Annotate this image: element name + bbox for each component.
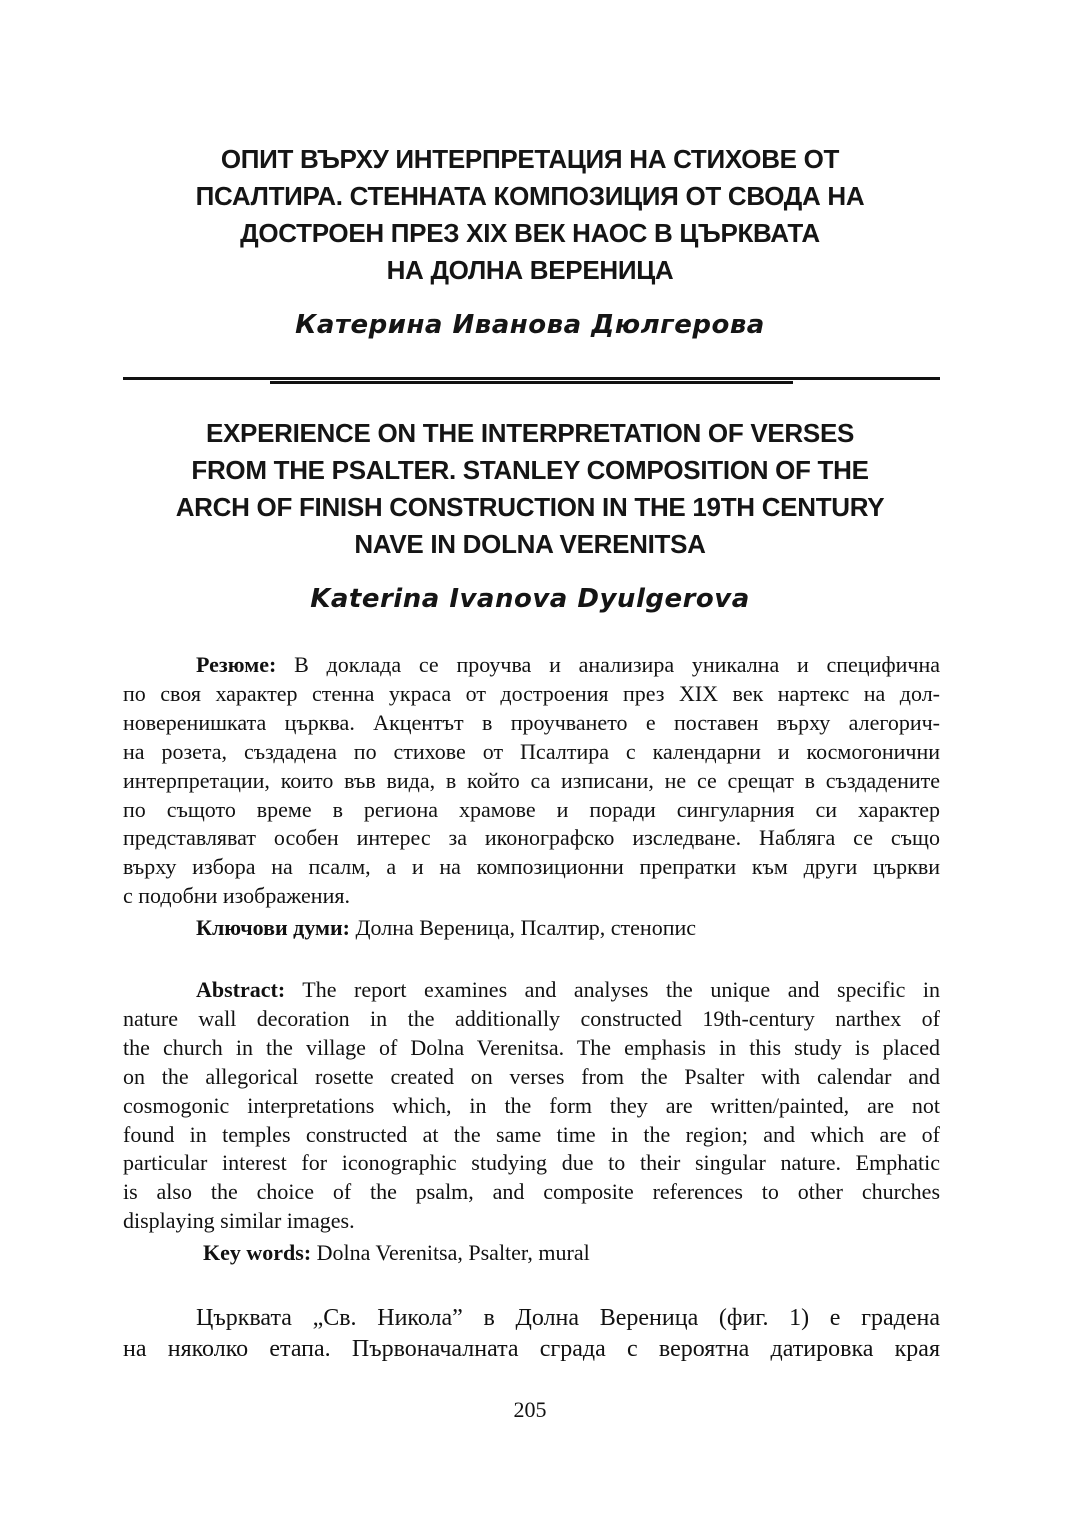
text-line: върху избора на псалм, а и на композиционни препратки към други църкви [123, 854, 940, 880]
text-line: is also the choice of the psalm, and composite references to other churches [123, 1179, 940, 1205]
text-line: Ключови думи: Долна Вереница, Псалтир, стенопис [196, 915, 697, 940]
text-line: новеренишката църква. Акцентът в проучването е поставен върху алегорич- [123, 709, 940, 735]
title-line: НА ДОЛНА ВЕРЕНИЦА [386, 255, 674, 285]
text-line: интерпретации, които във вида, в който са изписани, не се срещат в създадените [123, 767, 940, 793]
text-line: Резюме: В доклада се проучва и анализира уникална и специфична [196, 652, 940, 677]
text-line: представляват особен интерес за иконографско изследване. Набляга се също [123, 825, 940, 851]
title-line: EXPERIENCE ON THE INTERPRETATION OF VERSES [205, 418, 855, 448]
body-paragraph [123, 1303, 940, 1365]
text-line: on the allegorical rosette created on verses from the Psalter with calendar and [123, 1063, 940, 1089]
resume-paragraph [123, 651, 940, 911]
keywords-english [123, 1239, 940, 1268]
text-line: по същото време в региона храмове и поради сингуларния си характер [123, 796, 940, 822]
text-line: на розета, създадена по стихове от Псалтира с календарни и космогонични [123, 738, 940, 764]
keywords-bulgarian [123, 914, 940, 943]
bulgarian-title [110, 141, 950, 289]
abstract-label: Abstract: [196, 977, 286, 1002]
text-line: found in temples constructed at the same time in the region; and which are of [123, 1121, 940, 1147]
english-title [110, 415, 950, 563]
text-line: cosmogonic interpretations which, in the form they are written/painted, are not [123, 1092, 940, 1118]
text-line: nature wall decoration in the additionally constructed 19th-century narthex of [123, 1005, 940, 1031]
title-line: ARCH OF FINISH CONSTRUCTION IN THE 19TH CENTURY [175, 492, 885, 522]
title-line: FROM THE PSALTER. STANLEY COMPOSITION OF THE [191, 455, 869, 485]
text-line: Църквата „Св. Никола” в Долна Вереница (фиг. 1) е градена [196, 1305, 940, 1331]
title-line: ОПИТ ВЪРХУ ИНТЕРПРЕТАЦИЯ НА СТИХОВЕ ОТ [220, 144, 840, 174]
text-line: по своя характер стенна украса от достроения през XIX век нартекс на дол- [123, 680, 940, 706]
text-line: Abstract: The report examines and analyses the unique and specific in [196, 977, 940, 1002]
title-line: ПСАЛТИРА. СТЕННАТА КОМПОЗИЦИЯ ОТ СВОДА НА [195, 181, 865, 211]
title-line: NAVE IN DOLNA VERENITSA [354, 529, 706, 559]
divider-rule [123, 377, 940, 380]
text-line: particular interest for iconographic studying due to their singular nature. Emphatic [123, 1150, 940, 1176]
keywords-label: Key words: [203, 1240, 312, 1265]
text-line: с подобни изображения. [123, 883, 350, 909]
text-line: the church in the village of Dolna Verenitsa. The emphasis in this study is placed [123, 1034, 940, 1060]
keywords-label: Ключови думи: [196, 915, 351, 940]
resume-label: Резюме: [196, 652, 277, 677]
text-line: Key words: Dolna Verenitsa, Psalter, mural [203, 1240, 590, 1265]
abstract-paragraph [123, 976, 940, 1236]
text-line: displaying similar images. [123, 1208, 355, 1234]
text-line: на няколко етапа. Първоначалната сграда с вероятна датировка края [123, 1336, 940, 1362]
page-number: 205 [513, 1397, 547, 1422]
divider-rule-short [270, 381, 793, 384]
bulgarian-author: Катерина Иванова Дюлгерова [295, 310, 765, 340]
title-line: ДОСТРОЕН ПРЕЗ XIX ВЕК НАОС В ЦЪРКВАТА [240, 218, 820, 248]
english-author: Katerina Ivanova Dyulgerova [310, 584, 750, 614]
